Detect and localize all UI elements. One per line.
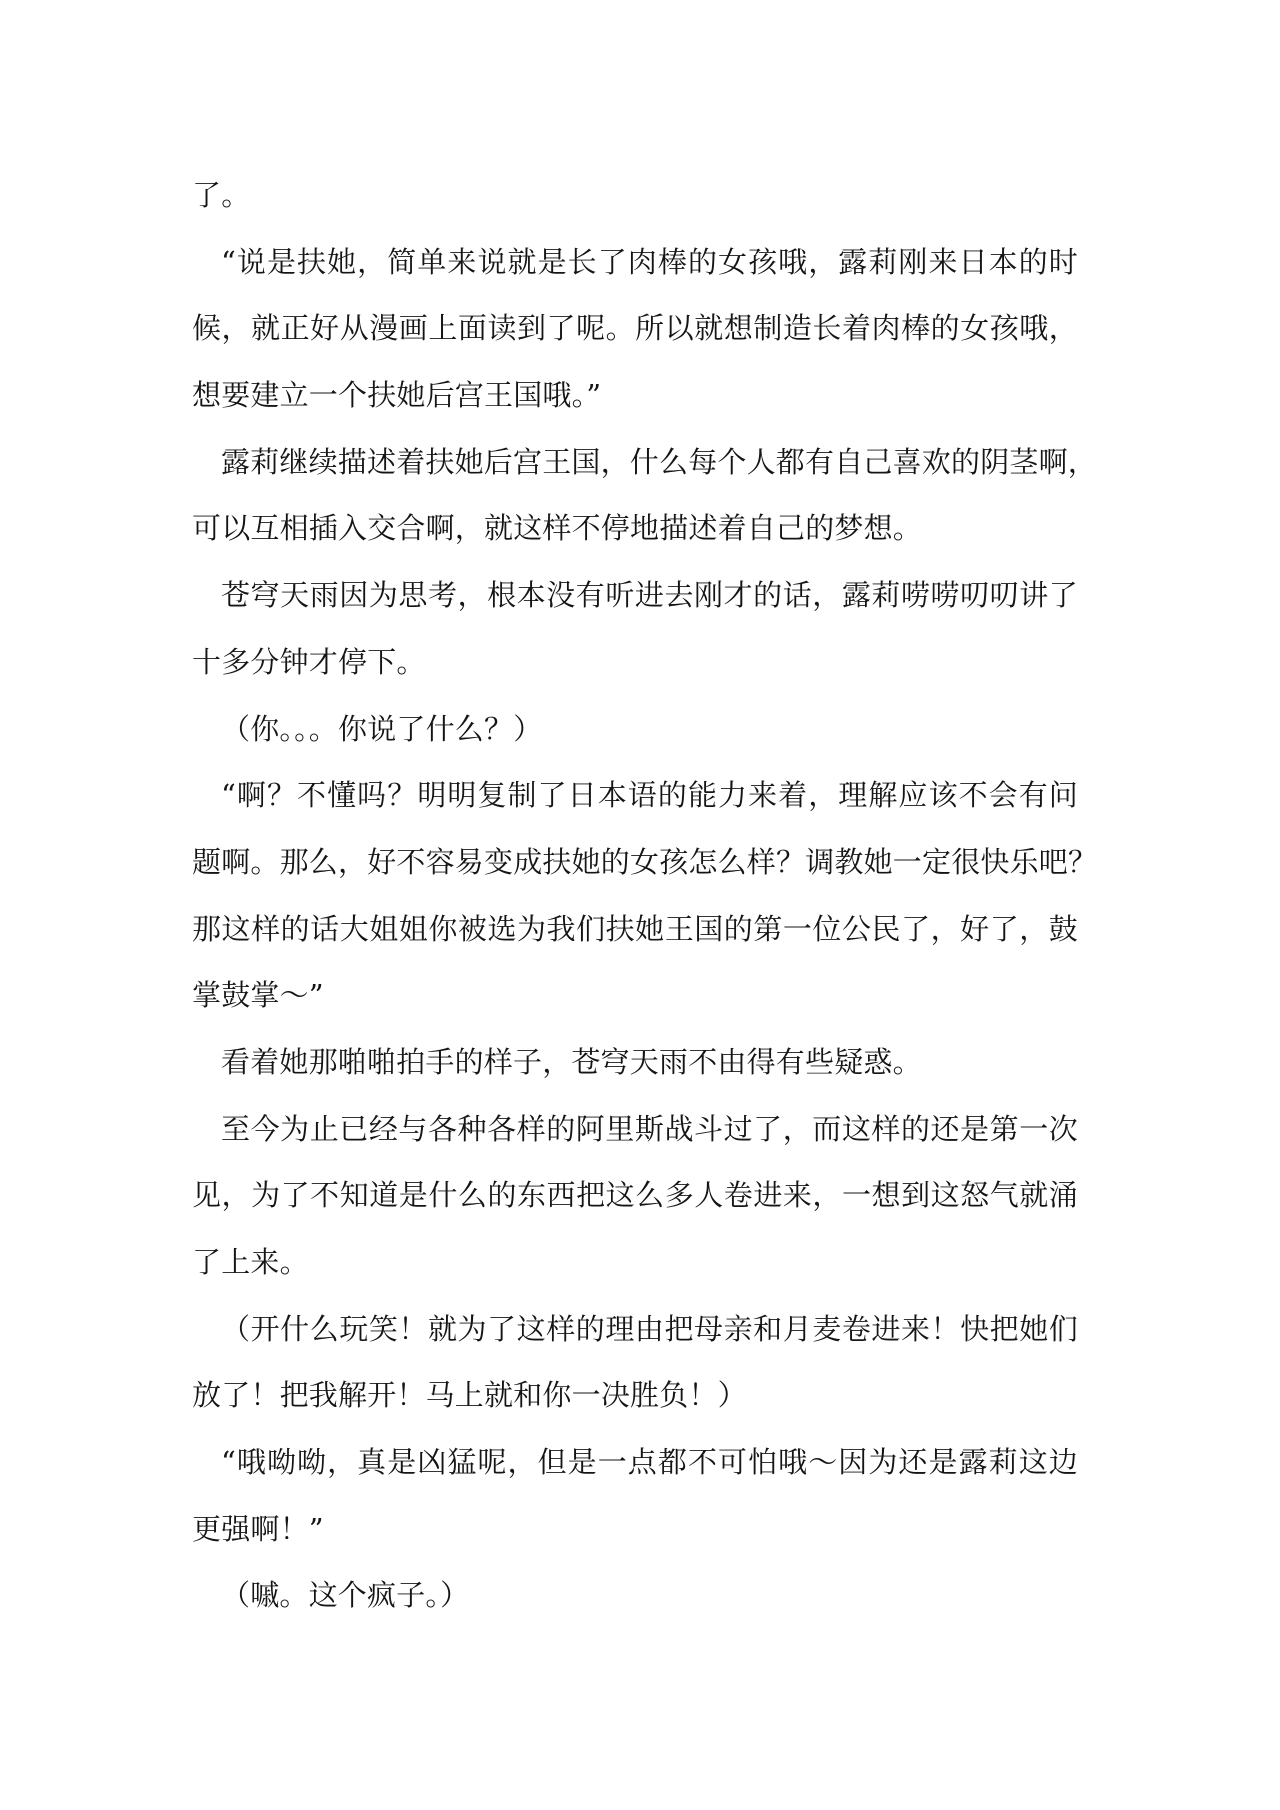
text-line: 看着她那啪啪拍手的样子，苍穹天雨不由得有些疑惑。 — [221, 1044, 922, 1079]
text-line: 十多分钟才停下。 — [192, 644, 426, 679]
text-line: 掌鼓掌～” — [192, 978, 324, 1013]
text-line: （嘁。这个疯子。） — [221, 1578, 470, 1613]
text-line: 想要建立一个扶她后宫王国哦。” — [192, 378, 602, 413]
text-line: 那这样的话大姐姐你被选为我们扶她王国的第一位公民了，好了，鼓 — [192, 911, 1078, 946]
text-line: （开什么玩笑！就为了这样的理由把母亲和月麦卷进来！快把她们 — [221, 1311, 1078, 1346]
document-page — [192, 162, 1098, 1629]
text-line: 放了！把我解开！马上就和你一决胜负！） — [192, 1378, 747, 1413]
text-line: 可以互相插入交合啊，就这样不停地描述着自己的梦想。 — [192, 511, 923, 546]
text-line: “啊？不懂吗？明明复制了日本语的能力来着，理解应该不会有问 — [221, 778, 1078, 813]
text-line: 更强啊！” — [192, 1511, 324, 1546]
text-line: 露莉继续描述着扶她后宫王国，什么每个人都有自己喜欢的阴茎啊， — [221, 444, 1098, 479]
text-line: 候，就正好从漫画上面读到了呢。所以就想制造长着肉棒的女孩哦， — [192, 311, 1078, 346]
text-line: （你。。。你说了什么？） — [221, 711, 543, 746]
text-line: 了。 — [192, 178, 251, 212]
text-line: 了上来。 — [192, 1245, 309, 1279]
text-line: 题啊。那么，好不容易变成扶她的女孩怎么样？调教她一定很快乐吧？ — [192, 844, 1098, 879]
text-line: 见，为了不知道是什么的东西把这么多人卷进来，一想到这怒气就涌 — [192, 1178, 1078, 1213]
text-line: 苍穹天雨因为思考，根本没有听进去刚才的话，露莉唠唠叨叨讲了 — [221, 578, 1078, 613]
text-line: “说是扶她，简单来说就是长了肉棒的女孩哦，露莉刚来日本的时 — [221, 244, 1078, 279]
text-line: “哦呦呦，真是凶猛呢，但是一点都不可怕哦～因为还是露莉这边 — [221, 1445, 1078, 1480]
text-line: 至今为止已经与各种各样的阿里斯战斗过了，而这样的还是第一次 — [221, 1111, 1078, 1146]
